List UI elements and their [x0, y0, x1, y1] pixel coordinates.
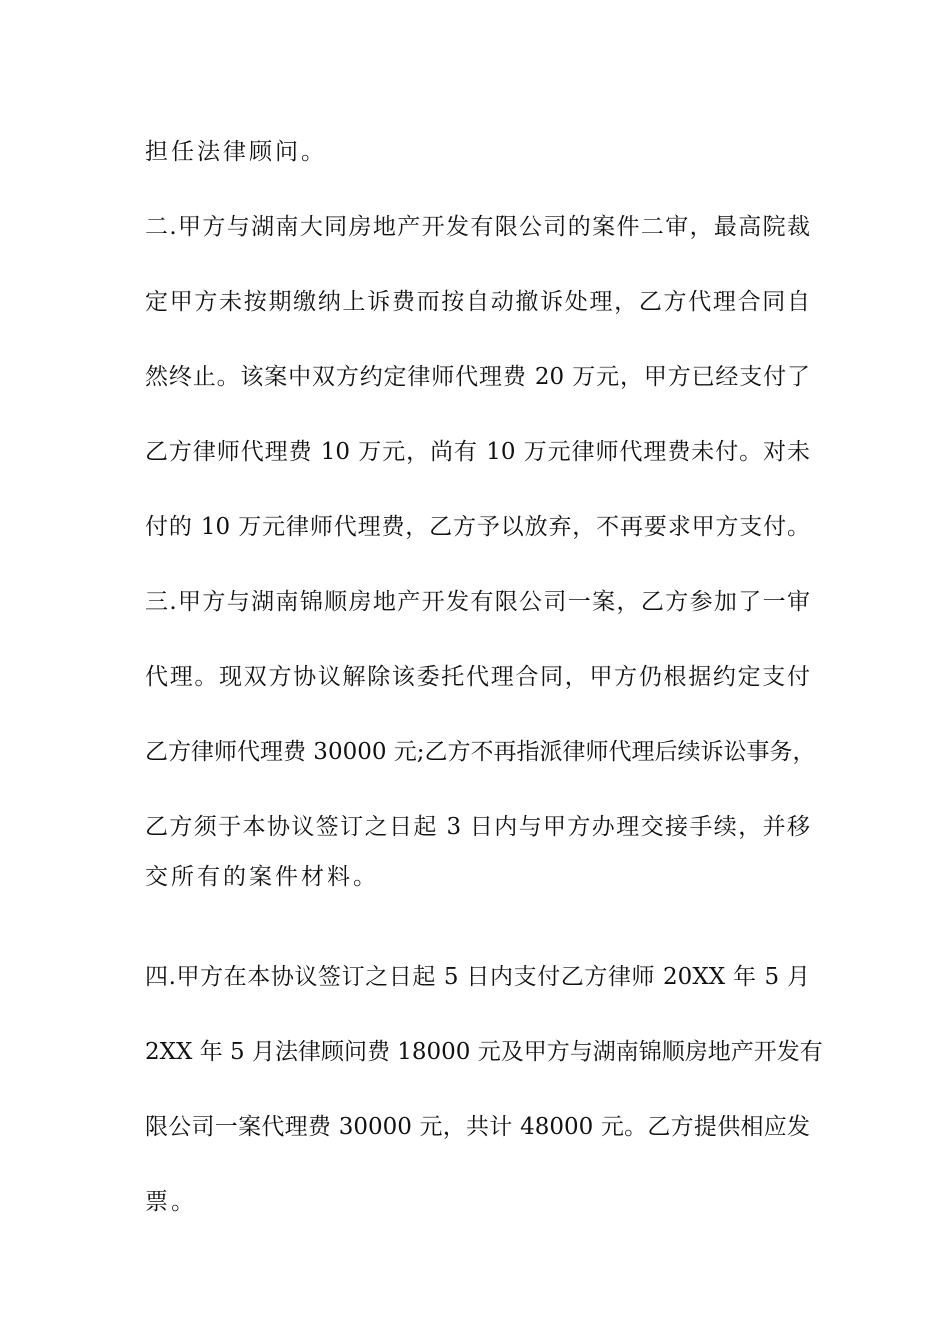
text-line-12: 四.甲方在本协议签订之日起 5 日内支付乙方律师 20XX 年 5 月: [145, 964, 810, 990]
text-line-9: 乙方律师代理费 30000 元;乙方不再指派律师代理后续诉讼事务，: [145, 739, 816, 765]
text-line-4: 然终止。该案中双方约定律师代理费 20 万元，甲方已经支付了: [145, 364, 810, 390]
text-line-1: 担任法律顾问。: [145, 139, 327, 165]
text-line-10: 乙方须于本协议签订之日起 3 日内与甲方办理交接手续，并移: [145, 814, 810, 840]
text-line-6: 付的 10 万元律师代理费，乙方予以放弃，不再要求甲方支付。: [145, 514, 810, 540]
text-line-3: 定甲方未按期缴纳上诉费而按自动撤诉处理，乙方代理合同自: [145, 289, 810, 315]
text-line-5: 乙方律师代理费 10 万元，尚有 10 万元律师代理费未付。对未: [145, 439, 810, 465]
text-line-13: 2XX 年 5 月法律顾问费 18000 元及甲方与湖南锦顺房地产开发有: [145, 1039, 823, 1065]
text-line-14: 限公司一案代理费 30000 元，共计 48000 元。乙方提供相应发: [145, 1114, 810, 1140]
text-line-2: 二.甲方与湖南大同房地产开发有限公司的案件二审，最高院裁: [145, 214, 810, 240]
text-line-7: 三.甲方与湖南锦顺房地产开发有限公司一案，乙方参加了一审: [145, 589, 810, 615]
text-line-8: 代理。现双方协议解除该委托代理合同，甲方仍根据约定支付: [145, 664, 810, 690]
text-line-15: 票。: [145, 1189, 197, 1215]
text-line-11: 交所有的案件材料。: [145, 864, 379, 890]
